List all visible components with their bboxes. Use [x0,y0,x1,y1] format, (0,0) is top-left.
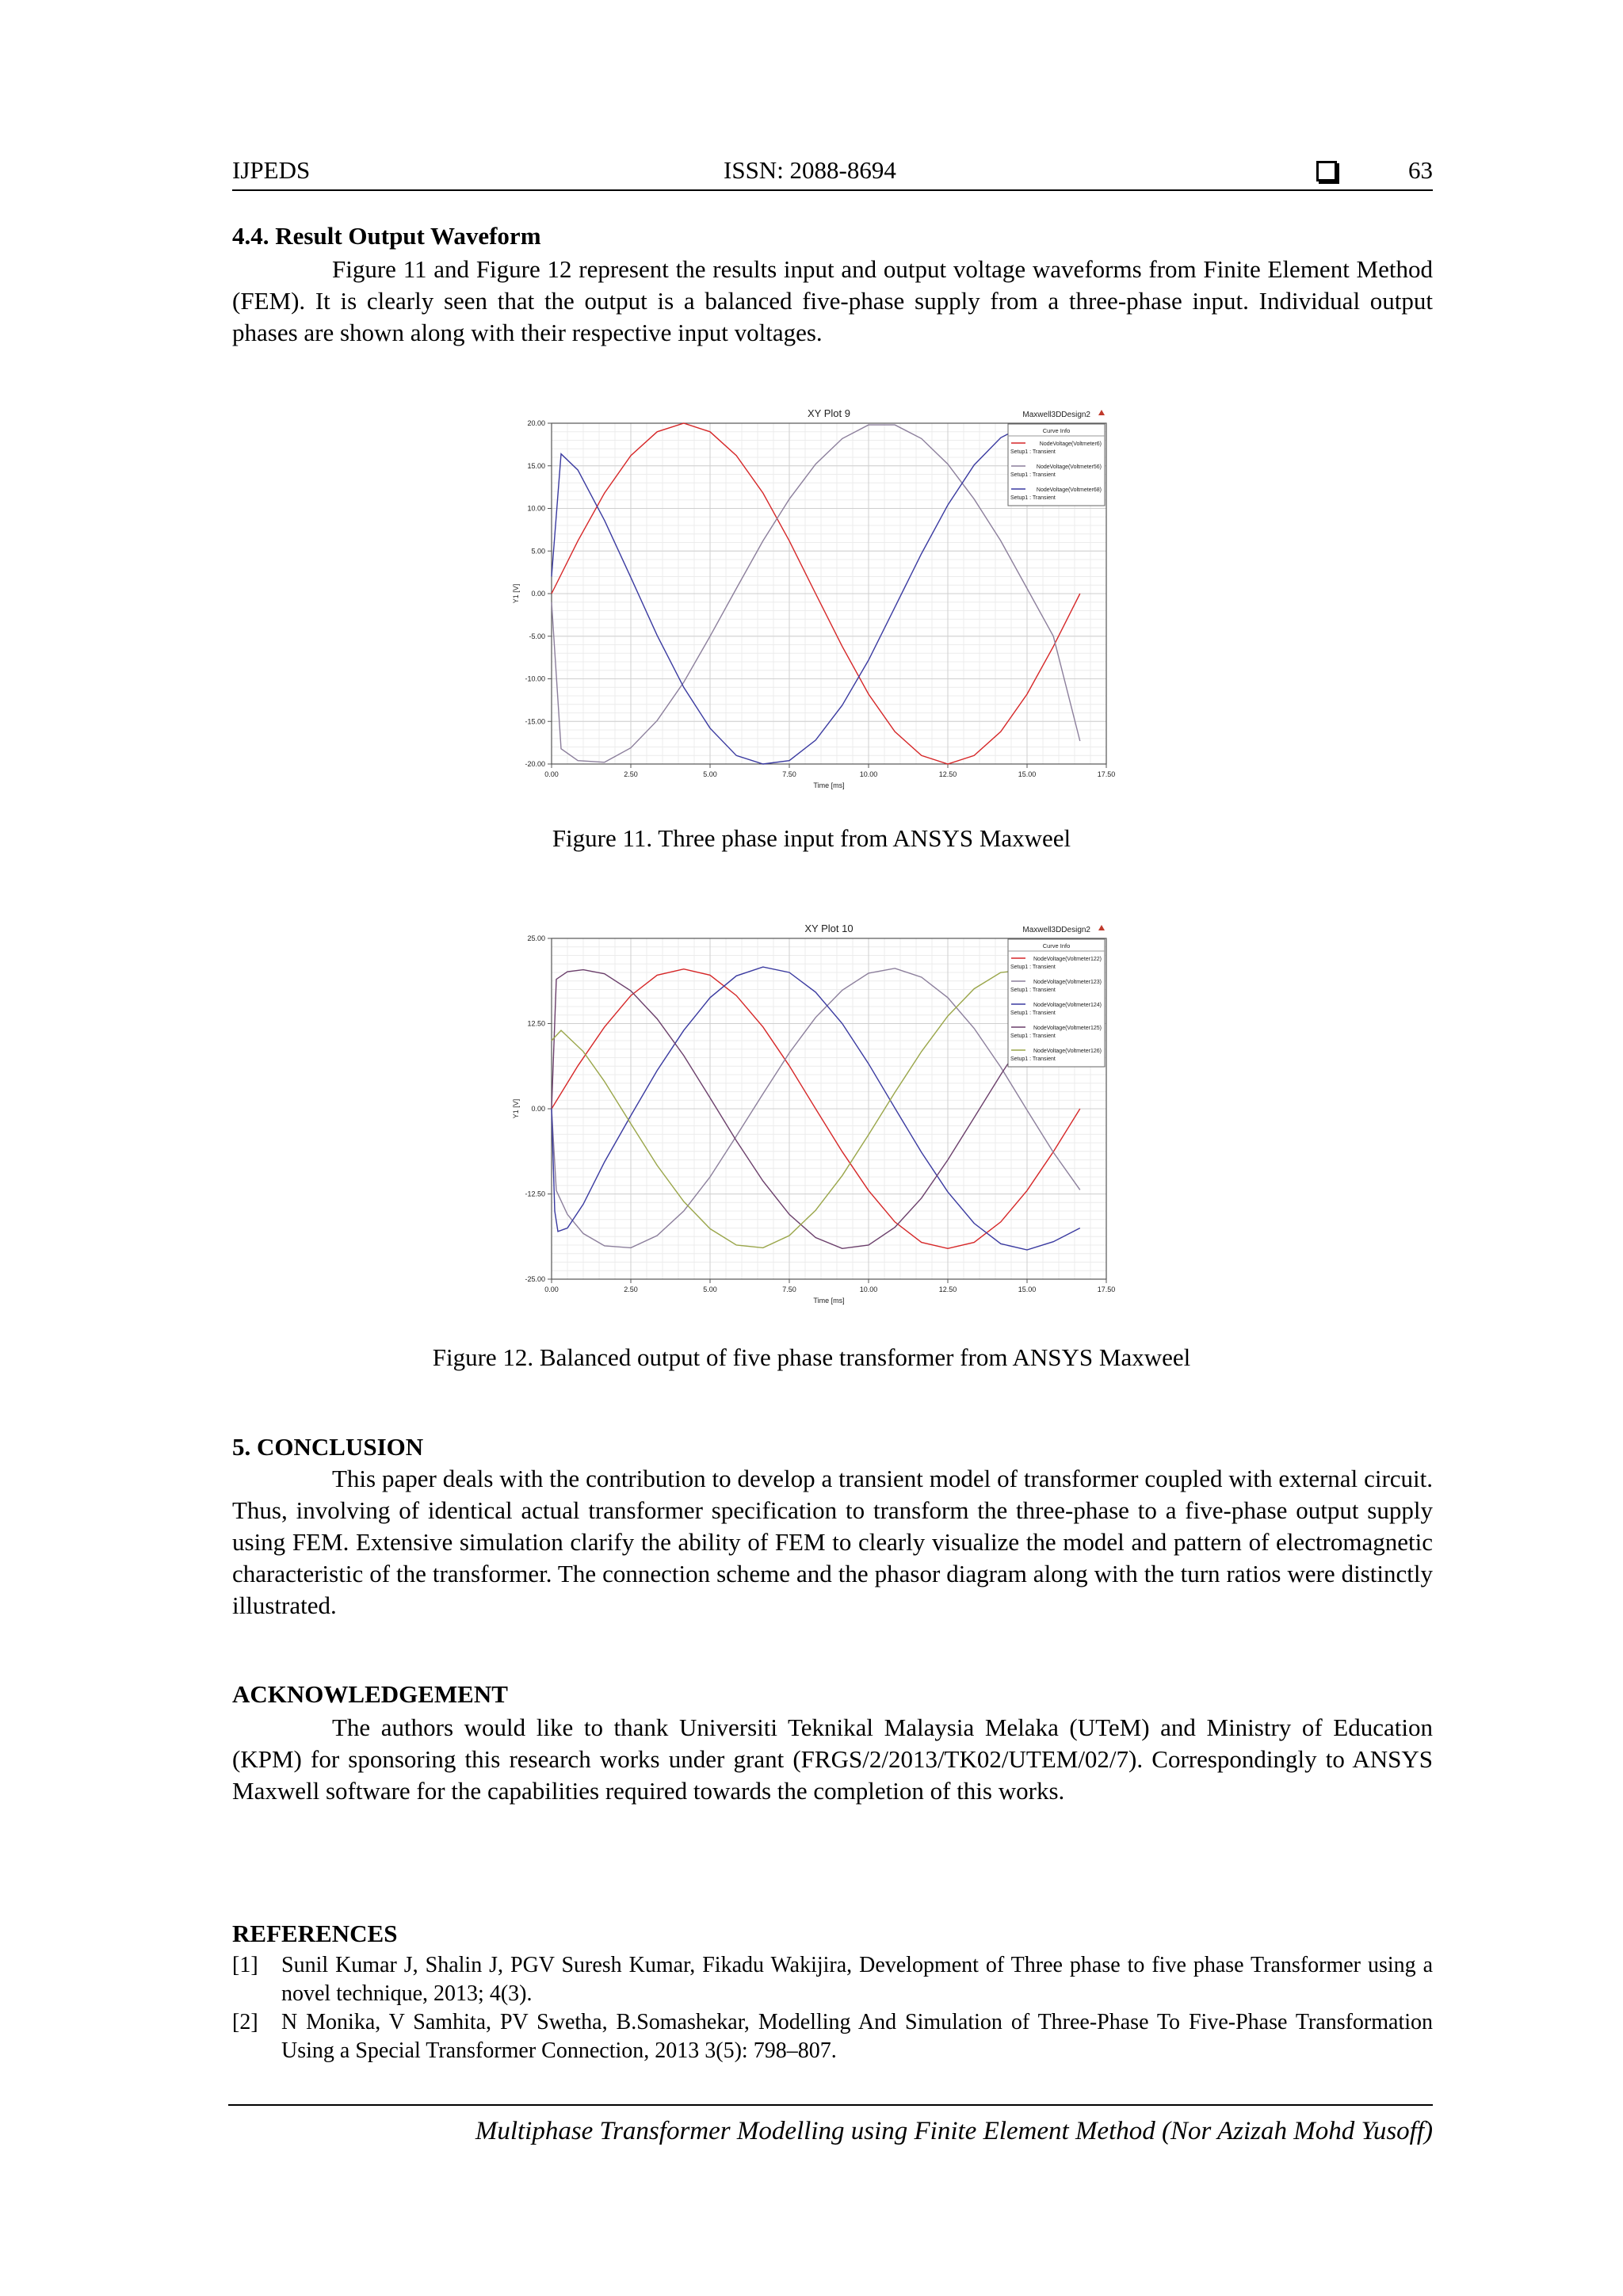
section-paragraph-conclusion: This paper deals with the contribution to develop a transient model of transformer coupled with external circuit. Thus, involving of identical actual transformer specification to transform the three-phase to a five-phase output supply using FEM. Extensive simulation clarify the ability of FEM to clearly visualize the model and pattern of electromagnetic characteristic of the transformer. The connection scheme and the phasor diagram along with the turn ratios were distinctly illustrated. [232,1465,1433,1619]
page-header [232,153,1433,191]
legend-entry-name: NodeVoltage(Voltmeter123) [1033,980,1102,985]
corner-triangle-icon [1098,410,1105,415]
x-tick-label: 2.50 [624,770,638,778]
y-tick-label: 25.00 [527,934,545,942]
legend-entry-subtitle: Setup1 : Transient [1010,1056,1056,1062]
chart-corner-label: Maxwell3DDesign2 [1022,411,1090,419]
reference-number: [1] [232,1953,258,1977]
legend-title: Curve Info [1042,942,1071,949]
section-heading-conclusion: 5. CONCLUSION [232,1433,424,1461]
section-heading-acknowledgement: ACKNOWLEDGEMENT [232,1680,508,1708]
reference-text: N Monika, V Samhita, PV Swetha, B.Somashekar, Modelling And Simulation of Three-Phase To Five-Phase Transformation Using a Special Transformer Connection, 2013 3(5): 798–807. [281,2010,1433,2063]
legend-entry-subtitle: Setup1 : Transient [1010,1033,1056,1039]
figure-11-chart [507,404,1149,797]
y-tick-label: -25.00 [525,1275,545,1283]
x-axis-label: Time [ms] [813,1297,845,1305]
legend-entry-subtitle: Setup1 : Transient [1010,495,1056,501]
chart-title: XY Plot 10 [804,923,854,934]
legend-entry-name: NodeVoltage(Voltmeter122) [1033,957,1102,962]
reference-item [232,1951,1433,2008]
figure-12-caption: Figure 12. Balanced output of five phase transformer from ANSYS Maxweel [432,1343,1191,1371]
y-tick-label: 0.00 [531,590,545,598]
legend-entry-name: NodeVoltage(Voltmeter6) [1039,441,1102,447]
x-tick-label: 5.00 [703,1286,717,1293]
x-tick-label: 12.50 [938,1286,957,1293]
journal-name: IJPEDS [232,156,311,184]
x-tick-label: 5.00 [703,770,717,778]
page-number: 63 [1408,156,1433,184]
section-heading-result-output: 4.4. Result Output Waveform [232,222,541,250]
x-tick-label: 15.00 [1018,1286,1037,1293]
x-tick-label: 7.50 [782,770,796,778]
y-tick-label: 5.00 [531,547,545,556]
x-tick-label: 2.50 [624,1286,638,1293]
legend-title: Curve Info [1042,427,1071,434]
section-paragraph-acknowledgement: The authors would like to thank Universiti Teknikal Malaysia Melaka (UTeM) and Ministry of Education (KPM) for sponsoring this research works under grant (FRGS/2/2013/TK02/UTEM/02/7). Correspondingly to ANSYS Maxwell software for the capabilities required towards the completion of this works. [232,1713,1433,1805]
chart-corner-label: Maxwell3DDesign2 [1022,926,1090,934]
y-tick-label: 20.00 [527,419,545,427]
x-tick-label: 10.00 [859,1286,878,1293]
y-tick-label: 15.00 [527,461,545,470]
section-paragraph-result-output: Figure 11 and Figure 12 represent the results input and output voltage waveforms from Finite Element Method (FEM). It is clearly seen that the output is a balanced five-phase supply from a three-phase input. Individual output phases are shown along with their respective input voltages. [232,255,1433,346]
reference-item [232,2008,1433,2065]
legend-entry-subtitle: Setup1 : Transient [1010,988,1056,993]
figure-11-caption: Figure 11. Three phase input from ANSYS Maxweel [552,824,1071,852]
y-tick-label: 12.50 [527,1019,545,1028]
reference-list [232,1951,1433,2065]
legend-entry-name: NodeVoltage(Voltmeter124) [1033,1003,1102,1008]
x-tick-label: 0.00 [544,1286,559,1293]
corner-triangle-icon [1098,925,1105,930]
legend-entry-name: NodeVoltage(Voltmeter125) [1033,1026,1102,1031]
y-tick-label: -12.50 [525,1190,545,1198]
x-tick-label: 15.00 [1018,770,1037,778]
legend-entry-name: NodeVoltage(Voltmeter56) [1036,464,1102,470]
x-tick-label: 0.00 [544,770,559,778]
x-axis-label: Time [ms] [813,781,845,789]
reference-number: [2] [232,2010,258,2034]
legend-entry-name: NodeVoltage(Voltmeter126) [1033,1049,1102,1054]
figure-12-chart [507,919,1149,1312]
legend-entry-subtitle: Setup1 : Transient [1010,449,1056,455]
legend-entry-name: NodeVoltage(Voltmeter68) [1036,487,1102,493]
legend-entry-subtitle: Setup1 : Transient [1010,472,1056,478]
legend-entry-subtitle: Setup1 : Transient [1010,965,1056,970]
chart-title: XY Plot 9 [808,407,850,419]
x-tick-label: 7.50 [782,1286,796,1293]
x-tick-label: 17.50 [1097,1286,1116,1293]
x-tick-label: 17.50 [1097,770,1116,778]
y-axis-label: Y1 [V] [512,583,520,604]
page-footer: Multiphase Transformer Modelling using Finite Element Method (Nor Azizah Mohd Yusoff) [228,2104,1433,2146]
y-tick-label: -10.00 [525,674,545,683]
y-tick-label: 10.00 [527,504,545,513]
y-tick-label: -20.00 [525,760,545,768]
reference-text: Sunil Kumar J, Shalin J, PGV Suresh Kumar, Fikadu Wakijira, Development of Three phase to five phase Transformer using a novel technique, 2013; 4(3). [281,1953,1433,2006]
legend-entry-subtitle: Setup1 : Transient [1010,1010,1056,1016]
x-tick-label: 12.50 [938,770,957,778]
checkbox-square-icon [1316,161,1337,181]
issn: ISSN: 2088-8694 [724,156,896,184]
section-heading-references: REFERENCES [232,1920,398,1947]
x-tick-label: 10.00 [859,770,878,778]
y-axis-label: Y1 [V] [512,1098,520,1119]
y-tick-label: 0.00 [531,1105,545,1113]
y-tick-label: -15.00 [525,717,545,726]
y-tick-label: -5.00 [529,632,545,640]
